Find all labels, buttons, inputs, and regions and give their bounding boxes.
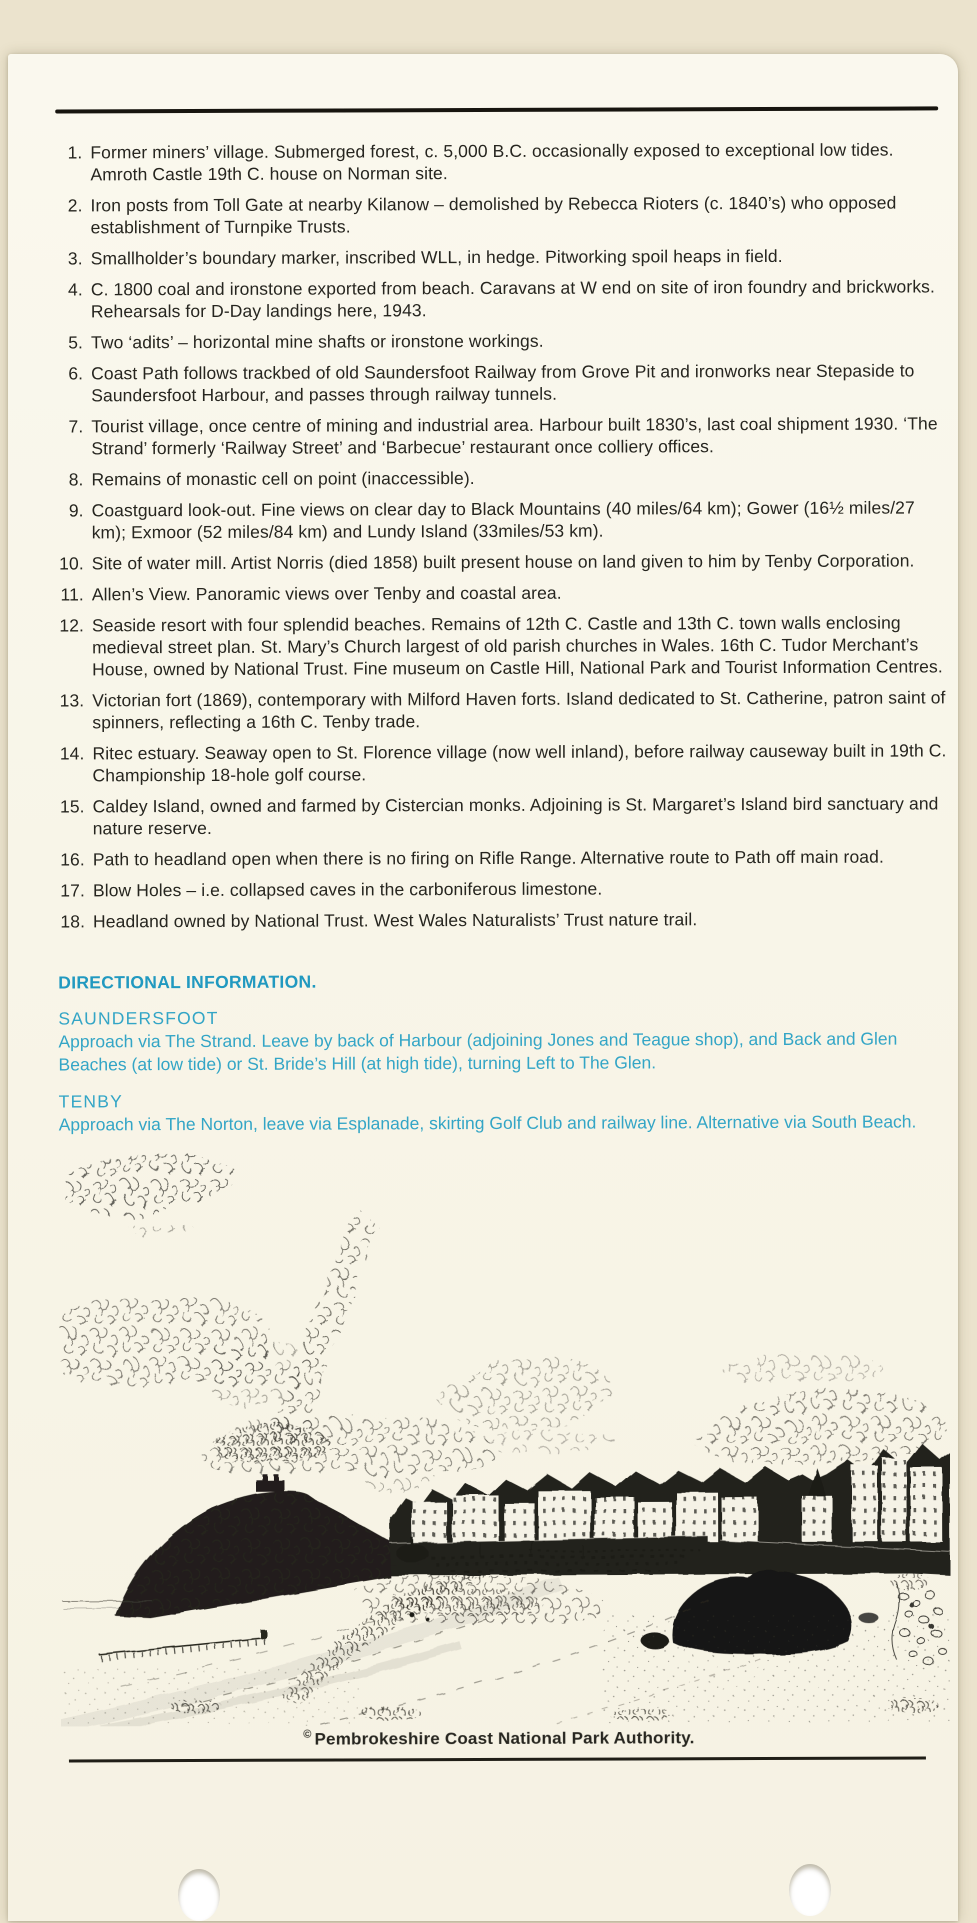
copyright-line (74, 1727, 924, 1750)
copyright-text: Pembrokeshire Coast National Park Authority. (314, 1728, 694, 1748)
note-text: Path to headland open when there is no firing on Rifle Range. Alternative route to Path off main road. (93, 845, 949, 870)
note-item (55, 138, 946, 185)
note-text: Headland owned by National Trust. West Wales Naturalists’ Trust nature trail. (93, 907, 949, 932)
note-number: 18. (58, 910, 85, 932)
note-item (58, 876, 949, 901)
note-number: 5. (56, 331, 83, 353)
note-text: Smallholder’s boundary marker, inscribed WLL, in hedge. Pitworking spoil heaps in field. (91, 244, 947, 269)
top-rule (55, 106, 938, 113)
cloud-sketch-group (59, 1152, 950, 1492)
note-item (56, 465, 947, 490)
note-text: C. 1800 coal and ironstone exported from beach. Caravans at W end on site of iron foundry and brickworks. Rehearsals for D-Day landings here, 1943. (91, 275, 947, 322)
note-text: Remains of monastic cell on point (inaccessible). (91, 465, 947, 490)
note-item (58, 792, 949, 839)
note-item (56, 412, 947, 459)
tenby-harbour-illustration (59, 1143, 951, 1726)
note-text: Victorian fort (1869), contemporary with Milford Haven forts. Island dedicated to St. Catherine, patron saint of spinners, reflecting a 16th C. Tenby trade. (92, 686, 948, 733)
directional-place-title: TENBY (59, 1087, 950, 1112)
note-text: Seaside resort with four splendid beaches. Remains of 12th C. Castle and 13th C. town walls enclosing medieval street plan. St. Mary’s Church largest of old parish churches in Wales. 16th C. Tudor Merchant’s House, owned by National Trust. Fine museum on Castle Hill, National Park and Tourist Information Centres. (92, 611, 948, 680)
note-number: 13. (57, 689, 84, 733)
note-item (57, 686, 948, 733)
note-text: Ritec estuary. Seaway open to St. Florence village (now well inland), before railway causeway built in 19th C. Championship 18-hole golf course. (92, 739, 948, 786)
note-number: 15. (58, 795, 85, 839)
page-content (8, 52, 965, 1922)
note-number: 17. (58, 879, 85, 901)
directional-place-text: Approach via The Norton, leave via Esplanade, skirting Golf Club and railway line. Alternative via South Beach. (59, 1110, 939, 1136)
copyright-symbol: © (303, 1729, 311, 1741)
note-number: 10. (57, 552, 84, 574)
note-text: Coast Path follows trackbed of old Saundersfoot Railway from Grove Pit and ironworks near Stepaside to Saundersfoot Harbour, and passes through railway tunnels. (91, 359, 947, 406)
directional-sections (11, 1004, 961, 1136)
notes-list (55, 138, 949, 932)
note-item (57, 739, 948, 786)
directional-section (58, 1004, 949, 1076)
note-text: Allen’s View. Panoramic views over Tenby and coastal area. (92, 580, 948, 605)
note-item (57, 611, 948, 680)
note-number: 1. (55, 141, 82, 185)
punch-hole-right (789, 1864, 831, 1916)
note-text: Coastguard look-out. Fine views on clear day to Black Mountains (40 miles/64 km); Gower (16½ miles/27 km); Exmoor (52 miles/84 km) and Lundy Island (33miles/53 km). (92, 496, 948, 543)
note-number: 7. (56, 415, 83, 459)
punch-hole-left (178, 1869, 220, 1921)
note-number: 9. (57, 499, 84, 543)
illustration-svg (59, 1143, 951, 1726)
note-item (56, 244, 947, 269)
note-item (57, 580, 948, 605)
note-text: Caldey Island, owned and farmed by Cistercian monks. Adjoining is St. Margaret’s Island bird sanctuary and nature reserve. (93, 792, 949, 839)
note-item (57, 549, 948, 574)
note-item (56, 359, 947, 406)
note-number: 14. (57, 742, 84, 786)
town-and-beach-group (60, 1443, 951, 1726)
note-text: Two ‘adits’ – horizontal mine shafts or ironstone workings. (91, 328, 947, 353)
directional-place-text: Approach via The Strand. Leave by back of Harbour (adjoining Jones and Teague shop), and Back and Glen Beaches (at low tide) or St. Bride’s Hill (at high tide), turning Left to The Glen. (58, 1027, 938, 1076)
leaflet-page (8, 54, 958, 1921)
directional-place-title: SAUNDERSFOOT (58, 1004, 949, 1029)
note-number: 8. (56, 468, 83, 490)
note-item (58, 845, 949, 870)
note-text: Former miners’ village. Submerged forest, c. 5,000 B.C. occasionally exposed to exceptional low tides. Amroth Castle 19th C. house on Norman site. (90, 138, 946, 185)
note-number: 3. (56, 247, 83, 269)
note-number: 16. (58, 848, 85, 870)
note-number: 2. (55, 194, 82, 238)
directional-section (59, 1087, 950, 1136)
note-text: Iron posts from Toll Gate at nearby Kilanow – demolished by Rebecca Rioters (c. 1840’s) who opposed establishment of Turnpike Trusts. (90, 191, 946, 238)
note-item (55, 191, 946, 238)
note-number: 4. (56, 278, 83, 322)
note-number: 12. (57, 614, 84, 680)
note-number: 6. (56, 362, 83, 406)
note-item (58, 907, 949, 932)
note-number: 11. (57, 583, 84, 605)
note-text: Tourist village, once centre of mining and industrial area. Harbour built 1830’s, last coal shipment 1930. ‘The Strand’ formerly ‘Railway Street’ and ‘Barbecue’ restaurant once colliery offices. (91, 412, 947, 459)
bottom-rule (69, 1756, 926, 1762)
directional-information-heading: DIRECTIONAL INFORMATION. (58, 968, 961, 993)
note-item (57, 496, 948, 543)
note-text: Blow Holes – i.e. collapsed caves in the carboniferous limestone. (93, 876, 949, 901)
note-item (56, 275, 947, 322)
note-text: Site of water mill. Artist Norris (died 1858) built present house on land given to him by Tenby Corporation. (92, 549, 948, 574)
note-item (56, 328, 947, 353)
